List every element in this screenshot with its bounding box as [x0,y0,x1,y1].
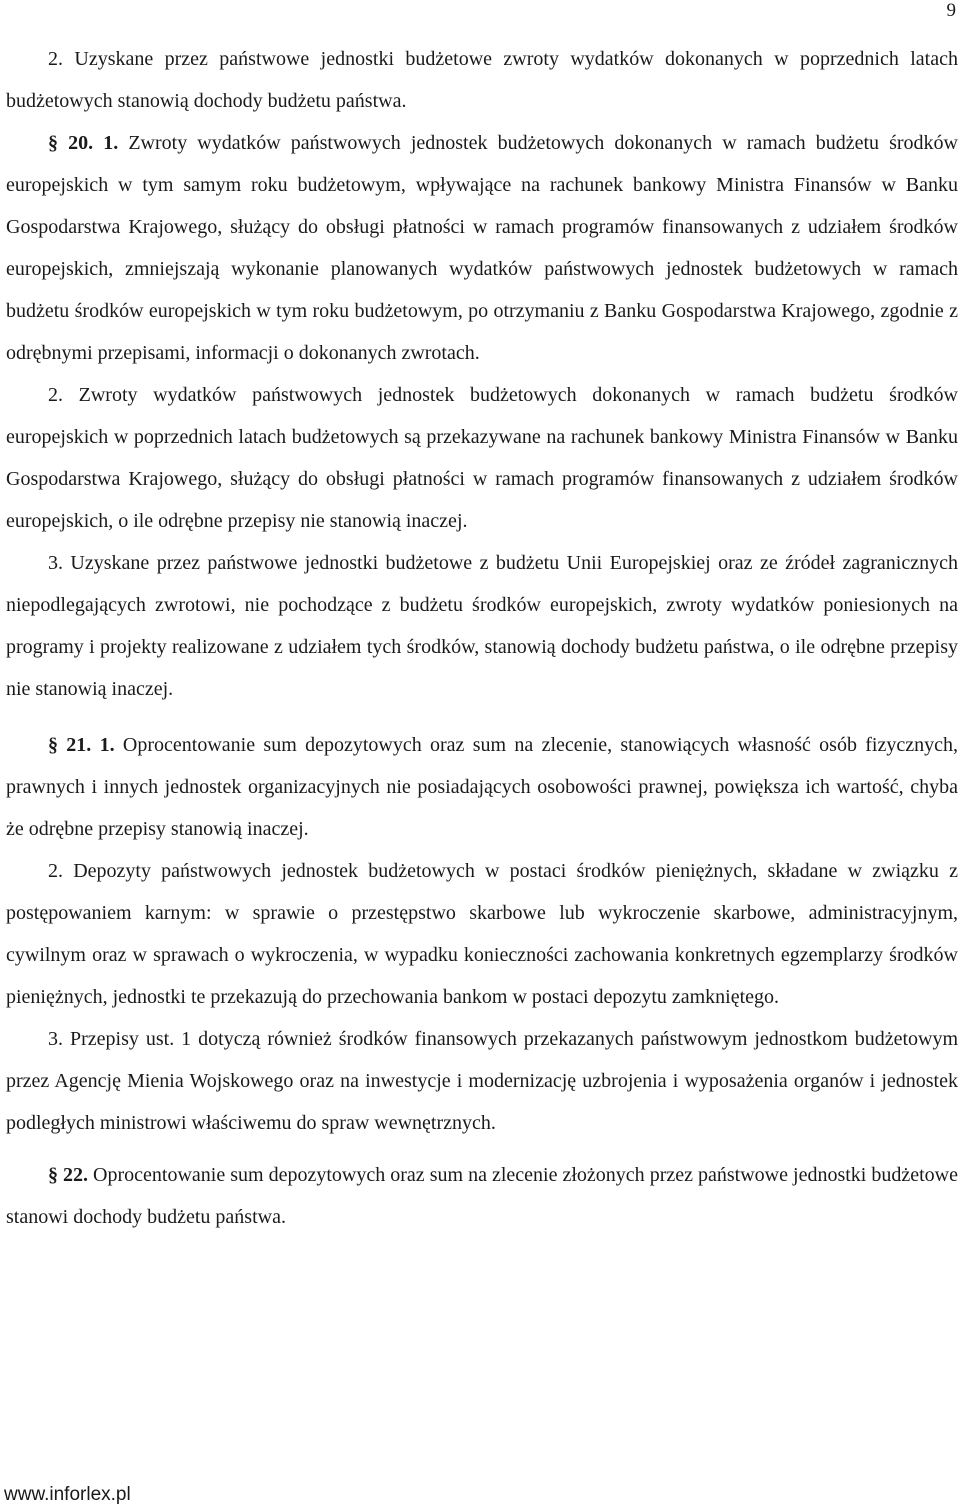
paragraph-text: 3. Uzyskane przez państwowe jednostki budżetowe z budżetu Unii Europejskiej oraz ze źródeł zagranicznych niepodlegających zwrotowi, nie pochodzące z budżetu środków europejskich, zwroty wydatków poniesionych na programy i projekty realizowane z udziałem tych środków, stanowią dochody budżetu państwa, o ile odrębne przepisy nie stanowią inaczej. [6,552,958,700]
footer-website: www.inforlex.pl [4,1484,131,1505]
paragraph-text: 3. Przepisy ust. 1 dotyczą również środków finansowych przekazanych państwowym jednostkom budżetowym przez Agencję Mienia Wojskowego oraz na inwestycje i modernizację uzbrojenia i wyposażenia organów i jednostek podległych ministrowi właściwemu do spraw wewnętrznych. [6,1028,958,1134]
paragraph-section-21-1 [6,724,958,850]
paragraph-text: Oprocentowanie sum depozytowych oraz sum na zlecenie złożonych przez państwowe jednostki budżetowe stanowi dochody budżetu państwa. [6,1164,959,1228]
page-number: 9 [946,0,956,21]
paragraph-text: 2. Zwroty wydatków państwowych jednostek budżetowych dokonanych w ramach budżetu środków europejskich w poprzednich latach budżetowych są przekazywane na rachunek bankowy Ministra Finansów w Banku Gospodarstwa Krajowego, służący do obsługi płatności w ramach programów finansowanych z udziałem środków europejskich, o ile odrębne przepisy nie stanowią inaczej. [6,384,958,532]
paragraph-section-21-2 [6,850,958,1018]
paragraph-section-20-3 [6,542,958,710]
section-marker: § 20. 1. [48,132,119,154]
paragraph-section-21-3 [6,1018,958,1144]
paragraph-text: Zwroty wydatków państwowych jednostek budżetowych dokonanych w ramach budżetu środków europejskich w tym samym roku budżetowym, wpływające na rachunek bankowy Ministra Finansów w Banku Gospodarstwa Krajowego, służący do obsługi płatności w ramach programów finansowanych z udziałem środków europejskich, zmniejszają wykonanie planowanych wydatków państwowych jednostek budżetowych w ramach budżetu środków europejskich w tym roku budżetowym, po otrzymaniu z Banku Gospodarstwa Krajowego, zgodnie z odrębnymi przepisami, informacji o dokonanych zwrotach. [6,132,959,364]
paragraph-text: Oprocentowanie sum depozytowych oraz sum na zlecenie, stanowiących własność osób fizycznych, prawnych i innych jednostek organizacyjnych nie posiadających osobowości prawnej, powiększa ich wartość, chyba że odrębne przepisy stanowią inaczej. [6,734,958,840]
paragraph-section-20-2 [6,374,958,542]
section-marker: § 21. 1. [48,734,115,756]
paragraph-section-20-1 [6,122,958,374]
paragraph-text: 2. Depozyty państwowych jednostek budżetowych w postaci środków pieniężnych, składane w związku z postępowaniem karnym: w sprawie o przestępstwo skarbowe lub wykroczenie skarbowe, administracyjnym, cywilnym oraz w sprawach o wykroczenia, w wypadku konieczności zachowania konkretnych egzemplarzy środków pieniężnych, jednostki te przekazują do przechowania bankom w postaci depozytu zamkniętego. [6,860,958,1008]
paragraph-text: 2. Uzyskane przez państwowe jednostki budżetowe zwroty wydatków dokonanych w poprzednich latach budżetowych stanowią dochody budżetu państwa. [6,48,958,112]
paragraph-20-preceding-2 [6,38,958,122]
section-marker: § 22. [48,1164,89,1186]
paragraph-section-22 [6,1154,958,1238]
document-body [6,38,958,1238]
